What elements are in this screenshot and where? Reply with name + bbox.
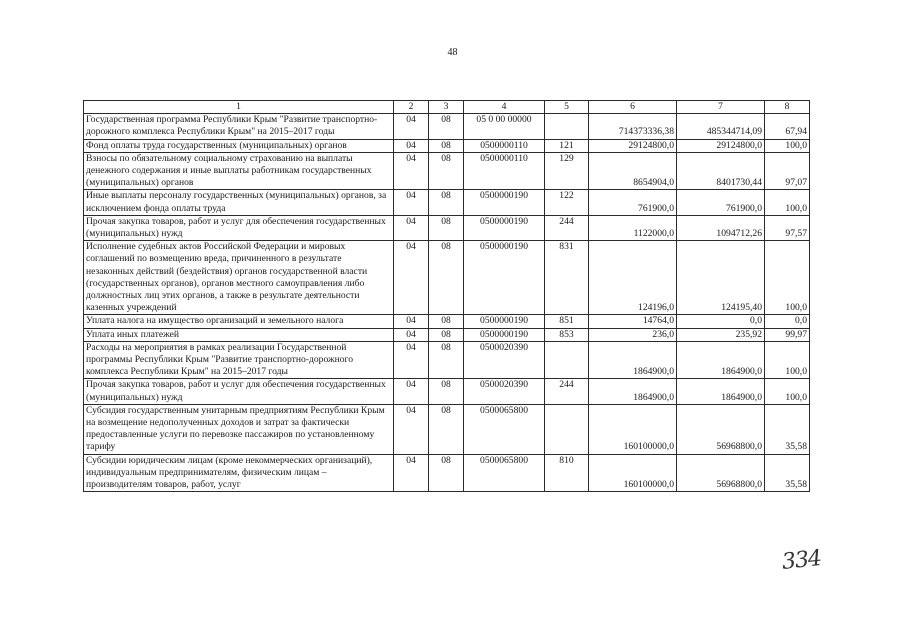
expense-type-cell — [545, 404, 589, 454]
expense-type-cell: 122 — [545, 190, 589, 215]
row-name-cell: Иные выплаты персоналу государственных (муниципальных) органов, за исключением фонда оплаты труда — [84, 190, 394, 215]
header-cell: 7 — [677, 101, 765, 114]
expense-type-cell — [545, 341, 589, 379]
expense-type-cell: 831 — [545, 241, 589, 315]
table-row — [84, 341, 810, 379]
row-name-cell: Взносы по обязательному социальному страхованию на выплаты денежного содержания и иные выплаты работникам государственных (муниципальных) органов — [84, 152, 394, 190]
header-cell: 4 — [464, 101, 545, 114]
target-article-cell: 0500020390 — [464, 379, 545, 404]
row-name-cell: Расходы на мероприятия в рамках реализации Государственной программы Республики Крым "Развитие транспортно-дорожного комплекса Республики Крым" на 2015–2017 годы — [84, 341, 394, 379]
section-cell: 04 — [394, 341, 429, 379]
section-cell: 04 — [394, 190, 429, 215]
header-cell: 2 — [394, 101, 429, 114]
percent-cell: 35,58 — [765, 454, 810, 492]
table-row — [84, 190, 810, 215]
table-row — [84, 404, 810, 454]
executed-amount-cell: 1094712,26 — [677, 215, 765, 240]
target-article-cell: 0500000190 — [464, 241, 545, 315]
row-name-cell: Фонд оплаты труда государственных (муниципальных) органов — [84, 139, 394, 152]
subsection-cell: 08 — [429, 139, 464, 152]
percent-cell: 100,0 — [765, 139, 810, 152]
executed-amount-cell: 761900,0 — [677, 190, 765, 215]
target-article-cell: 0500000190 — [464, 328, 545, 341]
section-cell: 04 — [394, 454, 429, 492]
percent-cell: 99,97 — [765, 328, 810, 341]
percent-cell: 97,07 — [765, 152, 810, 190]
executed-amount-cell: 56968800,0 — [677, 404, 765, 454]
executed-amount-cell: 56968800,0 — [677, 454, 765, 492]
executed-amount-cell: 0,0 — [677, 315, 765, 328]
expense-type-cell: 853 — [545, 328, 589, 341]
header-cell: 6 — [589, 101, 677, 114]
table-row — [84, 114, 810, 139]
subsection-cell: 08 — [429, 315, 464, 328]
planned-amount-cell: 1864900,0 — [589, 341, 677, 379]
row-name-cell: Исполнение судебных актов Российской Федерации и мировых соглашений по возмещению вреда, причиненного в результате незаконных действий (бездействия) органов государственной власти (государственных органов), органов местного самоуправления либо должностных лиц этих органов, а также в результате деятельности казенных учреждений — [84, 241, 394, 315]
target-article-cell: 0500000190 — [464, 215, 545, 240]
subsection-cell: 08 — [429, 215, 464, 240]
percent-cell: 67,94 — [765, 114, 810, 139]
target-article-cell: 0500000190 — [464, 190, 545, 215]
table-row — [84, 152, 810, 190]
row-name-cell: Прочая закупка товаров, работ и услуг для обеспечения государственных (муниципальных) нужд — [84, 215, 394, 240]
percent-cell: 97,57 — [765, 215, 810, 240]
section-cell: 04 — [394, 215, 429, 240]
percent-cell: 100,0 — [765, 241, 810, 315]
row-name-cell: Уплата иных платежей — [84, 328, 394, 341]
percent-cell: 100,0 — [765, 190, 810, 215]
section-cell: 04 — [394, 114, 429, 139]
executed-amount-cell: 8401730,44 — [677, 152, 765, 190]
table-header-row — [84, 101, 810, 114]
percent-cell: 0,0 — [765, 315, 810, 328]
executed-amount-cell: 29124800,0 — [677, 139, 765, 152]
header-cell: 5 — [545, 101, 589, 114]
executed-amount-cell: 1864900,0 — [677, 341, 765, 379]
target-article-cell: 05 0 00 00000 — [464, 114, 545, 139]
planned-amount-cell: 8654904,0 — [589, 152, 677, 190]
executed-amount-cell: 1864900,0 — [677, 379, 765, 404]
subsection-cell: 08 — [429, 341, 464, 379]
table-row — [84, 379, 810, 404]
table-row — [84, 328, 810, 341]
planned-amount-cell: 29124800,0 — [589, 139, 677, 152]
subsection-cell: 08 — [429, 379, 464, 404]
header-cell: 8 — [765, 101, 810, 114]
percent-cell: 100,0 — [765, 379, 810, 404]
expense-type-cell: 810 — [545, 454, 589, 492]
section-cell: 04 — [394, 379, 429, 404]
expense-type-cell: 129 — [545, 152, 589, 190]
section-cell: 04 — [394, 315, 429, 328]
planned-amount-cell: 236,0 — [589, 328, 677, 341]
row-name-cell: Прочая закупка товаров, работ и услуг для обеспечения государственных (муниципальных) нужд — [84, 379, 394, 404]
row-name-cell: Субсидии юридическим лицам (кроме некоммерческих организаций), индивидуальным предпринимателям, физическим лицам – производителям товаров, работ, услуг — [84, 454, 394, 492]
section-cell: 04 — [394, 328, 429, 341]
expense-type-cell: 121 — [545, 139, 589, 152]
subsection-cell: 08 — [429, 152, 464, 190]
subsection-cell: 08 — [429, 241, 464, 315]
section-cell: 04 — [394, 139, 429, 152]
budget-table — [83, 100, 810, 492]
subsection-cell: 08 — [429, 404, 464, 454]
executed-amount-cell: 124195,40 — [677, 241, 765, 315]
row-name-cell: Государственная программа Республики Крым "Развитие транспортно-дорожного комплекса Республики Крым" на 2015–2017 годы — [84, 114, 394, 139]
table-row — [84, 315, 810, 328]
percent-cell: 35,58 — [765, 404, 810, 454]
table-row — [84, 215, 810, 240]
planned-amount-cell: 14764,0 — [589, 315, 677, 328]
subsection-cell: 08 — [429, 454, 464, 492]
percent-cell: 100,0 — [765, 341, 810, 379]
section-cell: 04 — [394, 241, 429, 315]
header-cell: 1 — [84, 101, 394, 114]
expense-type-cell: 851 — [545, 315, 589, 328]
header-cell: 3 — [429, 101, 464, 114]
subsection-cell: 08 — [429, 190, 464, 215]
expense-type-cell — [545, 114, 589, 139]
target-article-cell: 0500000190 — [464, 315, 545, 328]
expense-type-cell: 244 — [545, 379, 589, 404]
target-article-cell: 0500000110 — [464, 139, 545, 152]
planned-amount-cell: 1864900,0 — [589, 379, 677, 404]
planned-amount-cell: 714373336,38 — [589, 114, 677, 139]
table-row — [84, 139, 810, 152]
row-name-cell: Субсидия государственным унитарным предприятиям Республики Крым на возмещение недополученных доходов и затрат за фактически предоставленные услуги по перевозке пассажиров по установленному тарифу — [84, 404, 394, 454]
planned-amount-cell: 761900,0 — [589, 190, 677, 215]
row-name-cell: Уплата налога на имущество организаций и земельного налога — [84, 315, 394, 328]
target-article-cell: 0500065800 — [464, 454, 545, 492]
executed-amount-cell: 485344714,09 — [677, 114, 765, 139]
executed-amount-cell: 235,92 — [677, 328, 765, 341]
section-cell: 04 — [394, 404, 429, 454]
handwritten-page-mark: 334 — [780, 546, 823, 575]
page-number: 48 — [447, 47, 458, 58]
target-article-cell: 0500000110 — [464, 152, 545, 190]
planned-amount-cell: 160100000,0 — [589, 404, 677, 454]
target-article-cell: 0500020390 — [464, 341, 545, 379]
subsection-cell: 08 — [429, 328, 464, 341]
subsection-cell: 08 — [429, 114, 464, 139]
expense-type-cell: 244 — [545, 215, 589, 240]
planned-amount-cell: 1122000,0 — [589, 215, 677, 240]
target-article-cell: 0500065800 — [464, 404, 545, 454]
planned-amount-cell: 124196,0 — [589, 241, 677, 315]
section-cell: 04 — [394, 152, 429, 190]
table-row — [84, 241, 810, 315]
table-row — [84, 454, 810, 492]
planned-amount-cell: 160100000,0 — [589, 454, 677, 492]
